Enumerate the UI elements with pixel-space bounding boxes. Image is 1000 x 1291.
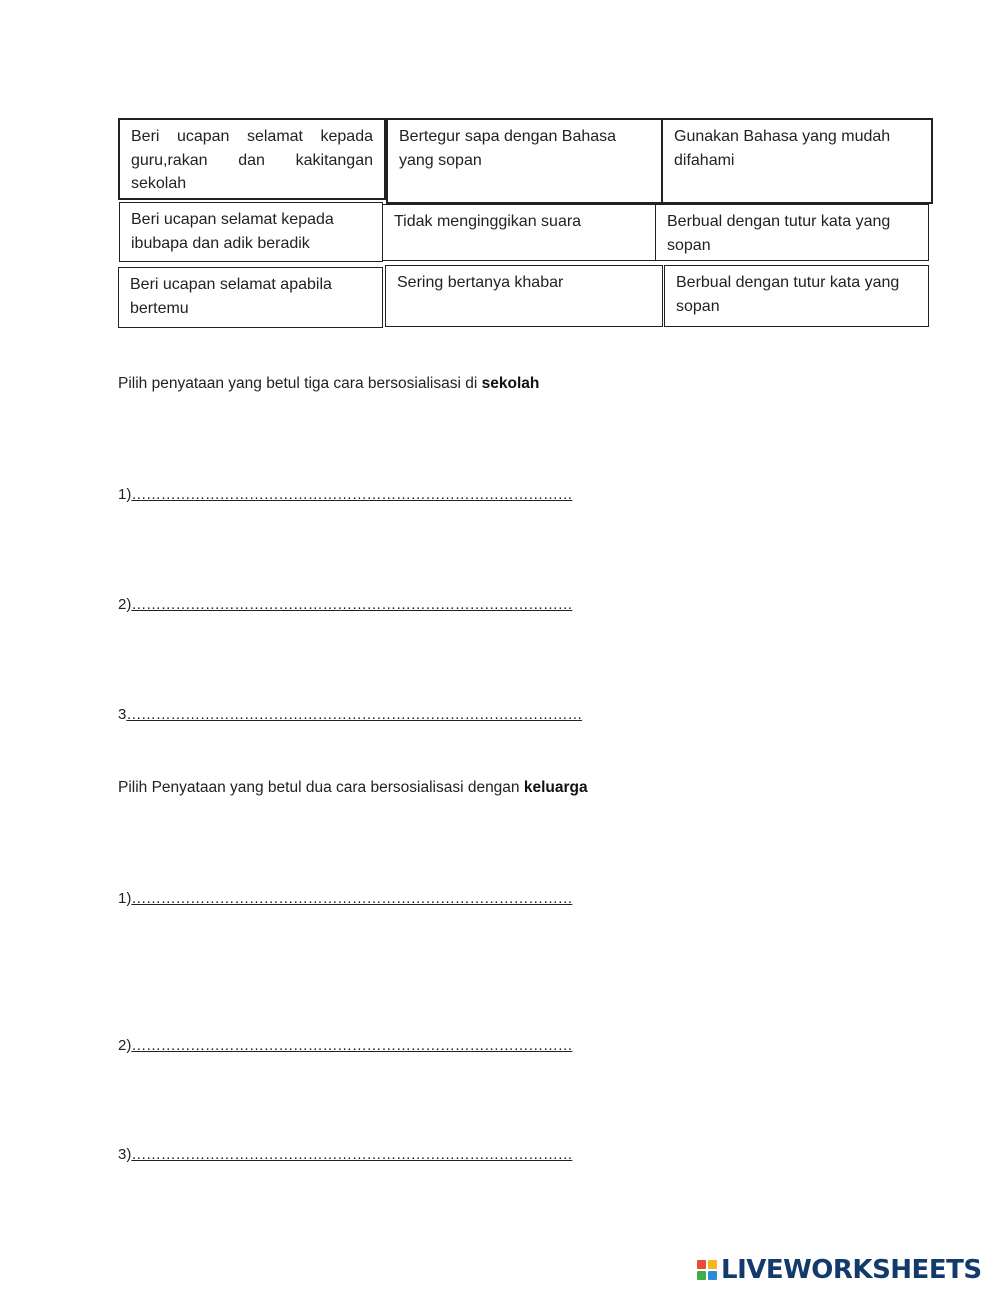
option-card-6[interactable]: Berbual dengan tutur kata yang sopan bbox=[655, 204, 929, 261]
answer-number: 1) bbox=[118, 486, 132, 503]
answer-blank[interactable]: ……………………………………………………………………………… bbox=[131, 596, 573, 613]
option-card-2[interactable]: Bertegur sapa dengan Bahasa yang sopan bbox=[386, 118, 663, 204]
question-sekolah-keyword: sekolah bbox=[481, 375, 540, 392]
option-card-1[interactable]: Beri ucapan selamat kepada guru,rakan dan kakitangan sekolah bbox=[118, 118, 386, 200]
answer-line-sekolah-1[interactable] bbox=[118, 486, 572, 503]
question-keluarga bbox=[118, 779, 588, 797]
logo-square-l bbox=[697, 1260, 706, 1269]
logo-square-e bbox=[708, 1271, 717, 1280]
option-card-5[interactable]: Tidak menginggikan suara bbox=[382, 204, 656, 261]
answer-blank[interactable]: ………………………………………………………………………………… bbox=[126, 706, 583, 723]
option-card-4[interactable]: Beri ucapan selamat kepada ibubapa dan adik beradik bbox=[119, 202, 383, 262]
logo-square-v bbox=[697, 1271, 706, 1280]
answer-number: 2) bbox=[118, 596, 132, 613]
answer-line-sekolah-2[interactable] bbox=[118, 596, 572, 613]
answer-number: 2) bbox=[118, 1037, 132, 1054]
answer-line-keluarga-1[interactable] bbox=[118, 890, 572, 907]
option-card-9[interactable]: Berbual dengan tutur kata yang sopan bbox=[664, 265, 929, 327]
question-keluarga-text: Pilih Penyataan yang betul dua cara bersosialisasi dengan bbox=[118, 779, 524, 796]
option-card-7[interactable]: Beri ucapan selamat apabila bertemu bbox=[118, 267, 383, 328]
question-sekolah bbox=[118, 375, 539, 393]
answer-line-keluarga-2[interactable] bbox=[118, 1037, 572, 1054]
logo-square-i bbox=[708, 1260, 717, 1269]
liveworksheets-logo-text: LIVEWORKSHEETS bbox=[721, 1255, 982, 1285]
answer-number: 3) bbox=[118, 1146, 132, 1163]
liveworksheets-logo-icon bbox=[697, 1260, 717, 1280]
answer-number: 1) bbox=[118, 890, 132, 907]
answer-blank[interactable]: ……………………………………………………………………………… bbox=[131, 1146, 573, 1163]
answer-blank[interactable]: ……………………………………………………………………………… bbox=[131, 890, 573, 907]
question-keluarga-keyword: keluarga bbox=[523, 779, 588, 796]
answer-blank[interactable]: ……………………………………………………………………………… bbox=[131, 486, 573, 503]
question-sekolah-text: Pilih penyataan yang betul tiga cara bersosialisasi di bbox=[118, 375, 482, 392]
answer-line-keluarga-3[interactable] bbox=[118, 1146, 572, 1163]
option-card-3[interactable]: Gunakan Bahasa yang mudah difahami bbox=[661, 118, 933, 204]
liveworksheets-logo bbox=[697, 1255, 982, 1285]
answer-line-sekolah-3[interactable] bbox=[118, 706, 582, 723]
option-card-8[interactable]: Sering bertanya khabar bbox=[385, 265, 663, 327]
answer-number: 3 bbox=[118, 706, 127, 723]
answer-blank[interactable]: ……………………………………………………………………………… bbox=[131, 1037, 573, 1054]
